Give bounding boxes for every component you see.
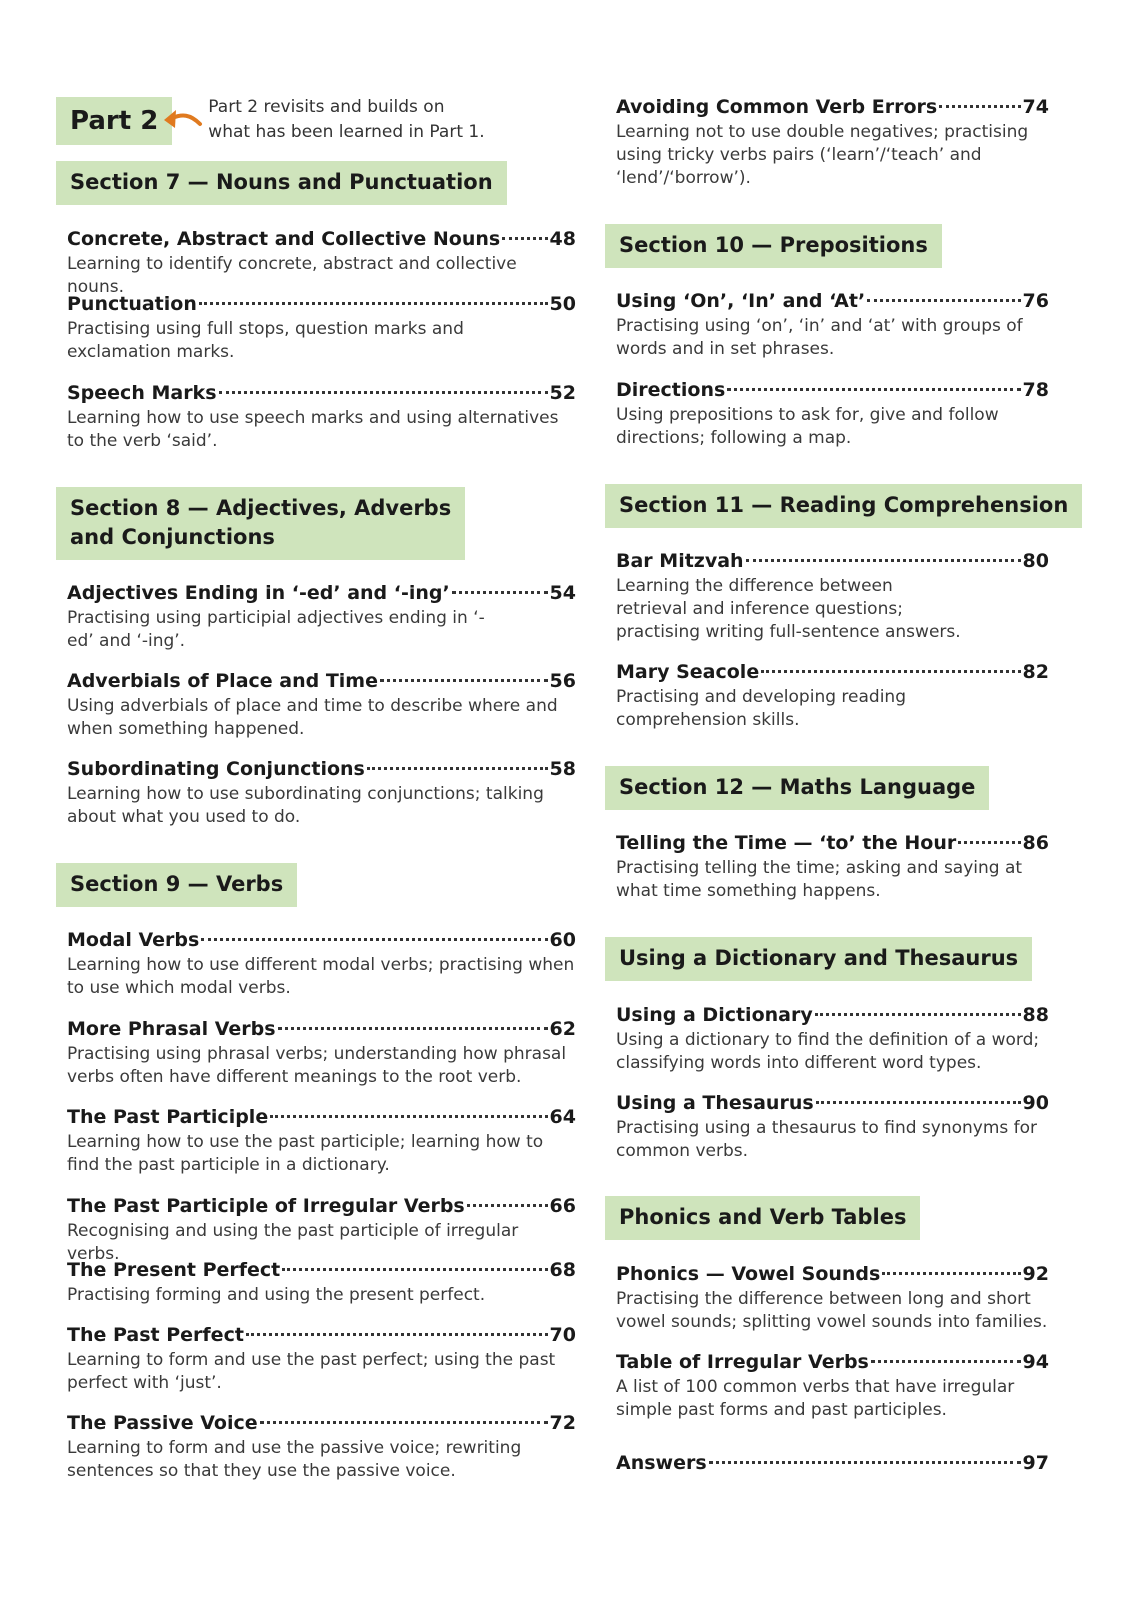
- toc-entry[interactable]: [67, 226, 576, 299]
- entry-page: 60: [549, 929, 576, 951]
- entry-title: Using ‘On’, ‘In’ and ‘At’: [616, 290, 866, 312]
- entry-page: 54: [549, 582, 576, 604]
- entry-title: Subordinating Conjunctions: [67, 758, 365, 780]
- entry-description: Recognising and using the past participle of irregular verbs.: [67, 1221, 519, 1264]
- entry-page: 52: [549, 382, 576, 404]
- toc-entry[interactable]: [67, 756, 576, 829]
- entry-description: Learning how to use different modal verbs; practising when to use which modal verbs.: [67, 955, 575, 998]
- entry-description: Practising using full stops, question marks and exclamation marks.: [67, 319, 464, 362]
- entry-description: Practising forming and using the present perfect.: [67, 1285, 486, 1305]
- entry-title: Concrete, Abstract and Collective Nouns: [67, 228, 501, 250]
- dot-leader: [278, 1027, 548, 1030]
- entry-page: 56: [549, 670, 576, 692]
- dot-leader: [939, 105, 1020, 108]
- entry-page: 76: [1022, 290, 1049, 312]
- entry-page: 78: [1022, 379, 1049, 401]
- toc-entry[interactable]: [616, 94, 1049, 190]
- entry-page: 48: [549, 228, 576, 250]
- section-heading-7: Section 7 — Nouns and Punctuation: [56, 161, 507, 205]
- section-heading-8: [56, 487, 465, 560]
- entry-title: Bar Mitzvah: [616, 550, 744, 572]
- arrow-left-icon: [160, 106, 204, 136]
- dot-leader: [270, 1115, 547, 1118]
- entry-page: 70: [549, 1324, 576, 1346]
- dot-leader: [452, 591, 548, 594]
- toc-entry[interactable]: [616, 548, 1049, 644]
- toc-entry[interactable]: [616, 1002, 1049, 1075]
- section-heading-dictionary: Using a Dictionary and Thesaurus: [605, 937, 1032, 981]
- entry-title: Adverbials of Place and Time: [67, 670, 378, 692]
- entry-page: 94: [1022, 1351, 1049, 1373]
- entry-page: 97: [1022, 1452, 1049, 1474]
- entry-description: A list of 100 common verbs that have irregular simple past forms and past participles.: [616, 1377, 1015, 1420]
- entry-page: 74: [1022, 96, 1049, 118]
- dot-leader: [380, 679, 548, 682]
- entry-description: Learning not to use double negatives; practising using tricky verbs pairs (‘learn’/‘teach’ and ‘lend’/‘borrow’).: [616, 122, 1029, 188]
- toc-entry[interactable]: [67, 291, 576, 364]
- dot-leader: [502, 237, 547, 240]
- entry-page: 68: [549, 1259, 576, 1281]
- section-heading-8-line1: Section 8 — Adjectives, Adverbs: [70, 496, 452, 520]
- dot-leader: [958, 841, 1020, 844]
- entry-description: Using adverbials of place and time to describe where and when something happened.: [67, 696, 558, 739]
- part-note-line2: what has been learned in Part 1.: [208, 122, 485, 142]
- section-heading-9: Section 9 — Verbs: [56, 863, 297, 907]
- entry-description: Learning the difference between retrieval and inference questions; practising writing full-sentence answers.: [616, 576, 961, 642]
- toc-entry[interactable]: [67, 1104, 576, 1177]
- toc-entry[interactable]: [616, 1261, 1049, 1334]
- dot-leader: [727, 388, 1020, 391]
- entry-page: 90: [1022, 1092, 1049, 1114]
- dot-leader: [882, 1272, 1020, 1275]
- entry-page: 80: [1022, 550, 1049, 572]
- dot-leader: [219, 391, 548, 394]
- entry-page: 62: [549, 1018, 576, 1040]
- entry-page: 88: [1022, 1004, 1049, 1026]
- entry-title: The Past Perfect: [67, 1324, 244, 1346]
- toc-entry[interactable]: [616, 830, 1049, 903]
- entry-title: Speech Marks: [67, 382, 217, 404]
- section-heading-11: Section 11 — Reading Comprehension: [605, 484, 1082, 528]
- entry-page: 64: [549, 1106, 576, 1128]
- entry-page: 58: [549, 758, 576, 780]
- part-label: Part 2: [56, 97, 172, 145]
- section-heading-8-line2: and Conjunctions: [70, 525, 275, 549]
- entry-title: Modal Verbs: [67, 929, 200, 951]
- entry-description: Using prepositions to ask for, give and follow directions; following a map.: [616, 405, 999, 448]
- entry-page: 50: [549, 293, 576, 315]
- toc-entry[interactable]: [67, 580, 576, 653]
- entry-description: Practising using ‘on’, ‘in’ and ‘at’ with groups of words and in set phrases.: [616, 316, 1023, 359]
- entry-title: Phonics — Vowel Sounds: [616, 1263, 881, 1285]
- dot-leader: [260, 1421, 548, 1424]
- dot-leader: [815, 1013, 1021, 1016]
- dot-leader: [199, 302, 548, 305]
- entry-description: Learning how to use subordinating conjunctions; talking about what you used to do.: [67, 784, 544, 827]
- entry-description: Learning how to use the past participle; learning how to find the past participle in a dictionary.: [67, 1132, 544, 1175]
- toc-entry[interactable]: [616, 1090, 1049, 1163]
- entry-page: 86: [1022, 832, 1049, 854]
- entry-description: Practising using a thesaurus to find synonyms for common verbs.: [616, 1118, 1038, 1161]
- entry-description: Learning to form and use the passive voice; rewriting sentences so that they use the passive voice.: [67, 1438, 522, 1481]
- section-heading-12: Section 12 — Maths Language: [605, 766, 989, 810]
- toc-entry[interactable]: [616, 659, 1049, 732]
- toc-entry[interactable]: [67, 668, 576, 741]
- part-note-line1: Part 2 revisits and builds on: [208, 97, 445, 117]
- dot-leader: [282, 1268, 547, 1271]
- entry-title: Table of Irregular Verbs: [616, 1351, 869, 1373]
- entry-title: Using a Dictionary: [616, 1004, 813, 1026]
- toc-entry[interactable]: [616, 1349, 1049, 1422]
- toc-entry[interactable]: [67, 927, 576, 1000]
- entry-page: 66: [549, 1195, 576, 1217]
- entry-description: Learning to form and use the past perfect; using the past perfect with ‘just’.: [67, 1350, 556, 1393]
- section-heading-phonics: Phonics and Verb Tables: [605, 1196, 920, 1240]
- toc-entry[interactable]: [67, 380, 576, 453]
- toc-entry[interactable]: [67, 1193, 576, 1266]
- dot-leader: [746, 559, 1021, 562]
- entry-description: Practising using participial adjectives ending in ‘-ed’ and ‘-ing’.: [67, 608, 485, 651]
- dot-leader: [816, 1101, 1021, 1104]
- entry-title: More Phrasal Verbs: [67, 1018, 276, 1040]
- entry-title: Using a Thesaurus: [616, 1092, 814, 1114]
- section-heading-10: Section 10 — Prepositions: [605, 224, 942, 268]
- dot-leader: [367, 767, 548, 770]
- dot-leader: [709, 1461, 1021, 1464]
- dot-leader: [761, 670, 1020, 673]
- toc-entry[interactable]: [67, 1322, 576, 1395]
- entry-description: Practising and developing reading comprehension skills.: [616, 687, 906, 730]
- entry-title: Avoiding Common Verb Errors: [616, 96, 938, 118]
- toc-entry[interactable]: [67, 1410, 576, 1483]
- entry-description: Learning to identify concrete, abstract and collective nouns.: [67, 254, 517, 297]
- entry-page: 92: [1022, 1263, 1049, 1285]
- part-note: [208, 95, 484, 145]
- toc-entry[interactable]: [616, 288, 1049, 361]
- toc-entry[interactable]: [67, 1257, 576, 1307]
- entry-page: 82: [1022, 661, 1049, 683]
- entry-title: Telling the Time — ‘to’ the Hour: [616, 832, 957, 854]
- entry-title: The Past Participle of Irregular Verbs: [67, 1195, 465, 1217]
- toc-entry[interactable]: [67, 1016, 576, 1089]
- entry-description: Practising the difference between long and short vowel sounds; splitting vowel sounds into families.: [616, 1289, 1048, 1332]
- dot-leader: [201, 938, 547, 941]
- entry-title: The Past Participle: [67, 1106, 269, 1128]
- entry-description: Practising telling the time; asking and saying at what time something happens.: [616, 858, 1023, 901]
- entry-title: Directions: [616, 379, 726, 401]
- entry-title: Adjectives Ending in ‘-ed’ and ‘-ing’: [67, 582, 450, 604]
- part-header: [56, 97, 485, 145]
- entry-title: Mary Seacole: [616, 661, 760, 683]
- entry-title: Answers: [616, 1452, 707, 1474]
- dot-leader: [467, 1204, 548, 1207]
- entry-description: Using a dictionary to find the definition of a word; classifying words into different word types.: [616, 1030, 1040, 1073]
- toc-entry[interactable]: [616, 377, 1049, 450]
- dot-leader: [871, 1360, 1021, 1363]
- dot-leader: [246, 1333, 548, 1336]
- dot-leader: [867, 299, 1020, 302]
- entry-title: Punctuation: [67, 293, 197, 315]
- entry-title: The Passive Voice: [67, 1412, 258, 1434]
- entry-description: Practising using phrasal verbs; understanding how phrasal verbs often have different meanings to the root verb.: [67, 1044, 567, 1087]
- entry-page: 72: [549, 1412, 576, 1434]
- entry-title: The Present Perfect: [67, 1259, 281, 1281]
- entry-description: Learning how to use speech marks and using alternatives to the verb ‘said’.: [67, 408, 559, 451]
- toc-entry[interactable]: [616, 1450, 1049, 1476]
